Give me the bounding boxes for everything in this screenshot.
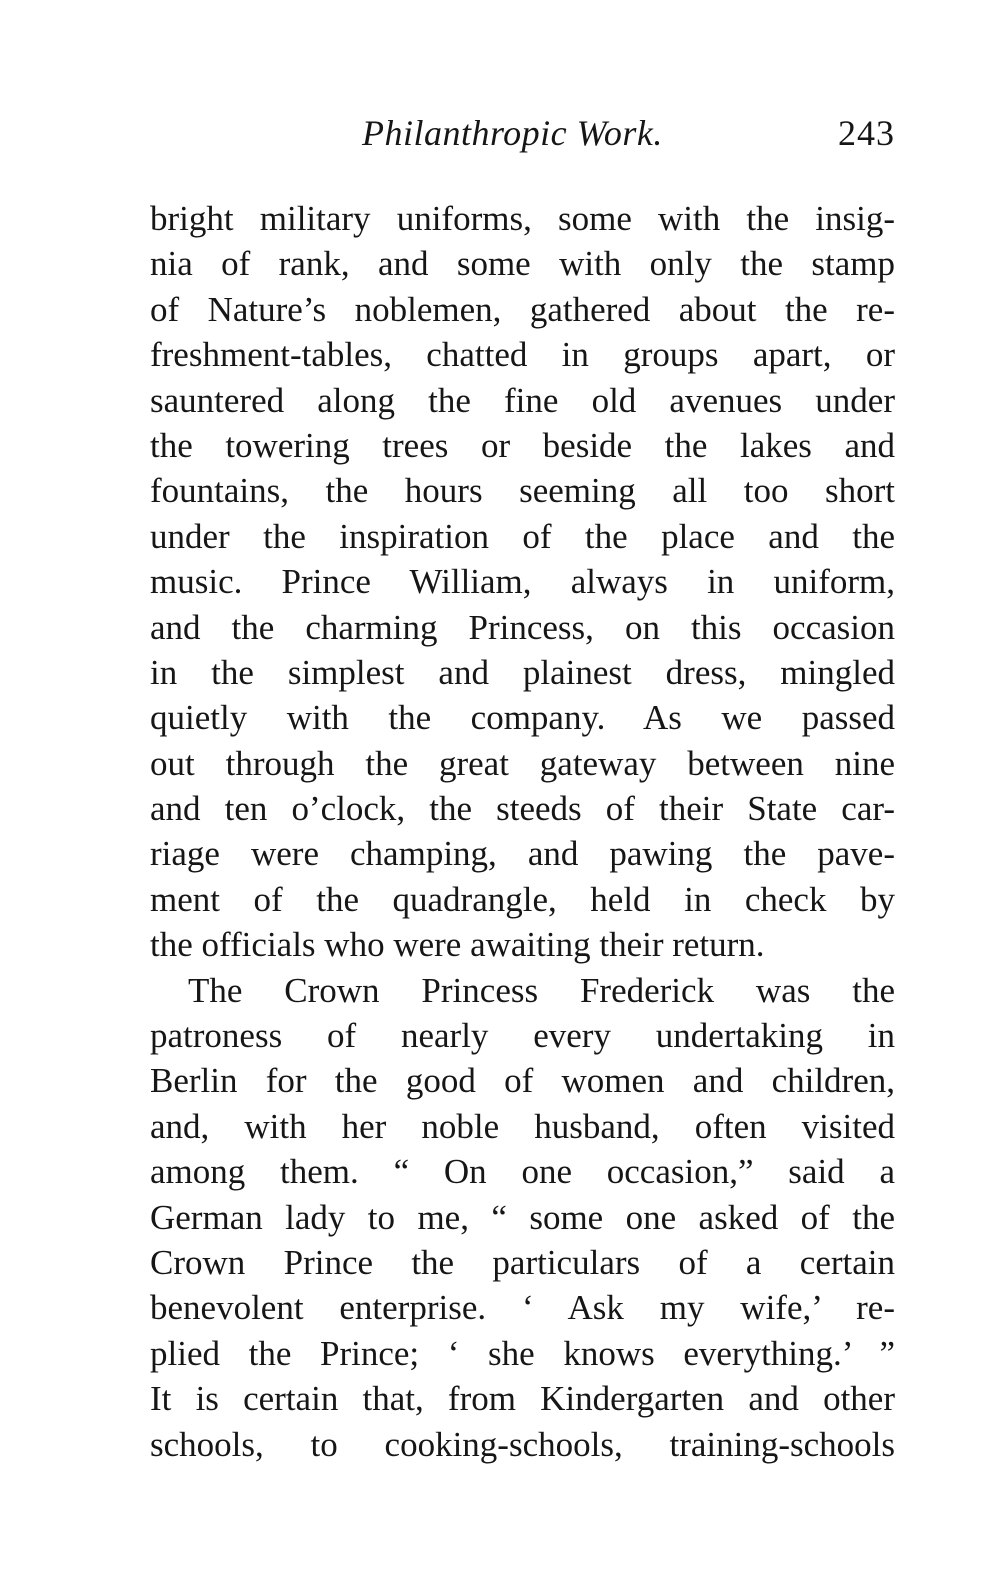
text-line: schools, to cooking-schools, training-schools [150, 1424, 895, 1464]
text-line: under the inspiration of the place and the [150, 516, 895, 556]
text-line: patroness of nearly every undertaking in [150, 1016, 895, 1056]
text-line: fountains, the hours seeming all too short [150, 471, 895, 511]
text-line: The Crown Princess Frederick was the [188, 970, 895, 1010]
text-line: riage were champing, and pawing the pave- [150, 834, 895, 874]
running-title: Philanthropic Work. [362, 113, 663, 153]
text-line: quietly with the company. As we passed [150, 698, 895, 738]
body-text [150, 196, 895, 1467]
text-line: benevolent enterprise. ‘ Ask my wife,’ re- [150, 1288, 895, 1328]
text-line: and ten o’clock, the steeds of their State car- [150, 789, 895, 829]
text-line: bright military uniforms, some with the insig- [150, 199, 895, 238]
text-line: of Nature’s noblemen, gathered about the re- [150, 289, 895, 329]
running-head [150, 108, 895, 158]
text-line: German lady to me, “ some one asked of the [150, 1197, 895, 1237]
text-line: Berlin for the good of women and children, [150, 1061, 895, 1101]
text-line: out through the great gateway between nine [150, 743, 895, 783]
text-line: in the simplest and plainest dress, mingled [150, 652, 895, 692]
text-line: the officials who were awaiting their return. [150, 925, 765, 965]
text-line: plied the Prince; ‘ she knows everything.’ ” [150, 1333, 895, 1373]
text-line: music. Prince William, always in uniform, [150, 562, 895, 602]
text-line: the towering trees or beside the lakes and [150, 425, 895, 465]
text-line: nia of rank, and some with only the stamp [150, 244, 895, 284]
text-line: It is certain that, from Kindergarten and other [150, 1379, 895, 1419]
text-line: ment of the quadrangle, held in check by [150, 879, 895, 919]
text-line: among them. “ On one occasion,” said a [150, 1152, 895, 1192]
text-line: Crown Prince the particulars of a certain [150, 1242, 895, 1282]
text-line: freshment-tables, chatted in groups apart, or [150, 335, 895, 375]
page-number: 243 [838, 113, 895, 153]
text-line: and, with her noble husband, often visited [150, 1106, 895, 1146]
text-line: and the charming Princess, on this occasion [150, 607, 895, 647]
text-line: sauntered along the fine old avenues under [150, 380, 895, 420]
